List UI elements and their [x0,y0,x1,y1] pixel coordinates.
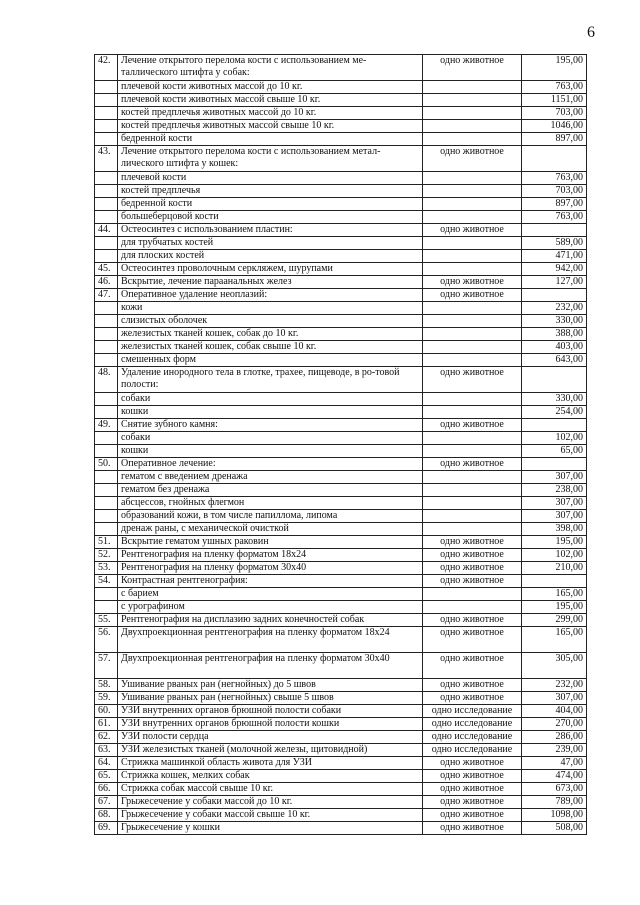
price-value: 195,00 [522,536,587,549]
table-row [95,120,587,133]
price-value: 165,00 [522,627,587,653]
service-name: собаки [118,393,423,406]
price-table [94,54,587,835]
table-row [95,146,587,172]
price-value: 1098,00 [522,809,587,822]
row-number: 47. [95,289,118,302]
service-name: бедренной кости [118,198,423,211]
row-number: 68. [95,809,118,822]
unit-of-measure: одно животное [423,549,522,562]
table-row [95,705,587,718]
unit-of-measure [423,328,522,341]
service-name: Рентгенография на дисплазию задних конечностей собак [118,614,423,627]
service-name: гематом с введением дренажа [118,471,423,484]
service-name: гематом без дренажа [118,484,423,497]
price-value: 942,00 [522,263,587,276]
service-name: абсцессов, гнойных флегмон [118,497,423,510]
service-name: Удаление инородного тела в глотке, трахее, пищеводе, в ро-товой полости: [118,367,423,393]
unit-of-measure [423,341,522,354]
table-row [95,536,587,549]
unit-of-measure: одно животное [423,562,522,575]
service-name: Снятие зубного камня: [118,419,423,432]
unit-of-measure [423,510,522,523]
table-row [95,614,587,627]
price-value: 330,00 [522,315,587,328]
table-row [95,562,587,575]
row-number: 53. [95,562,118,575]
row-number: 65. [95,770,118,783]
unit-of-measure [423,172,522,185]
service-name: Рентгенография на пленку форматом 30х40 [118,562,423,575]
row-number [95,250,118,263]
price-value: 210,00 [522,562,587,575]
row-number: 45. [95,263,118,276]
row-number [95,445,118,458]
service-name: с барием [118,588,423,601]
row-number [95,510,118,523]
unit-of-measure [423,185,522,198]
service-name: УЗИ внутренних органов брюшной полости кошки [118,718,423,731]
unit-of-measure: одно животное [423,575,522,588]
row-number [95,497,118,510]
table-row [95,510,587,523]
table-row [95,315,587,328]
row-number [95,393,118,406]
unit-of-measure [423,484,522,497]
price-value: 403,00 [522,341,587,354]
row-number [95,172,118,185]
row-number: 52. [95,549,118,562]
unit-of-measure: одно животное [423,146,522,172]
row-number: 48. [95,367,118,393]
unit-of-measure [423,601,522,614]
service-name: Стрижка машинкой область живота для УЗИ [118,757,423,770]
service-name: Вскрытие, лечение параанальных желез [118,276,423,289]
unit-of-measure: одно животное [423,627,522,653]
row-number [95,237,118,250]
service-name: Лечение открытого перелома кости с использованием ме-таллического штифта у собак: [118,55,423,81]
price-value: 239,00 [522,744,587,757]
row-number: 64. [95,757,118,770]
service-name: Ушивание рваных ран (негнойных) до 5 швов [118,679,423,692]
service-name: Стрижка кошек, мелких собак [118,770,423,783]
unit-of-measure [423,198,522,211]
row-number [95,198,118,211]
row-number: 57. [95,653,118,679]
price-value [522,146,587,172]
price-value: 65,00 [522,445,587,458]
table-row [95,55,587,81]
table-row [95,653,587,679]
unit-of-measure: одно животное [423,367,522,393]
service-name: плечевой кости животных массой до 10 кг. [118,81,423,94]
price-value: 1046,00 [522,120,587,133]
table-row [95,328,587,341]
service-name: Грыжесечение у собаки массой до 10 кг. [118,796,423,809]
unit-of-measure: одно животное [423,653,522,679]
unit-of-measure: одно животное [423,614,522,627]
price-value: 1151,00 [522,94,587,107]
row-number: 66. [95,783,118,796]
table-row [95,796,587,809]
table-row [95,744,587,757]
table-row [95,354,587,367]
service-name: Оперативное удаление неоплазий: [118,289,423,302]
price-value: 789,00 [522,796,587,809]
price-value: 102,00 [522,549,587,562]
service-name: Грыжесечение у кошки [118,822,423,835]
price-value: 703,00 [522,185,587,198]
unit-of-measure [423,107,522,120]
price-value: 102,00 [522,432,587,445]
table-row [95,133,587,146]
row-number [95,94,118,107]
price-value: 238,00 [522,484,587,497]
table-row [95,809,587,822]
unit-of-measure: одно животное [423,289,522,302]
table-row [95,406,587,419]
service-name: смешенных форм [118,354,423,367]
unit-of-measure [423,432,522,445]
unit-of-measure [423,237,522,250]
price-value: 307,00 [522,692,587,705]
row-number [95,328,118,341]
service-name: железистых тканей кошек, собак до 10 кг. [118,328,423,341]
price-value: 232,00 [522,679,587,692]
service-name: кошки [118,406,423,419]
row-number: 55. [95,614,118,627]
table-row [95,419,587,432]
service-name: костей предплечья [118,185,423,198]
row-number: 59. [95,692,118,705]
price-value: 643,00 [522,354,587,367]
table-row [95,458,587,471]
table-row [95,575,587,588]
row-number: 62. [95,731,118,744]
price-value: 286,00 [522,731,587,744]
row-number [95,107,118,120]
price-value: 307,00 [522,471,587,484]
table-row [95,224,587,237]
row-number: 42. [95,55,118,81]
price-value [522,224,587,237]
service-name: Остеосинтез с использованием пластин: [118,224,423,237]
service-name: большеберцовой кости [118,211,423,224]
service-name: Лечение открытого перелома кости с использованием метал-лического штифта у кошек: [118,146,423,172]
table-row [95,523,587,536]
unit-of-measure: одно животное [423,276,522,289]
row-number: 67. [95,796,118,809]
table-row [95,822,587,835]
service-name: Грыжесечение у собаки массой свыше 10 кг. [118,809,423,822]
row-number [95,406,118,419]
page-number: 6 [587,24,595,41]
table-row [95,497,587,510]
table-row [95,484,587,497]
price-value: 165,00 [522,588,587,601]
row-number: 69. [95,822,118,835]
price-value: 232,00 [522,302,587,315]
table-row [95,185,587,198]
table-row [95,107,587,120]
unit-of-measure [423,211,522,224]
table-row [95,341,587,354]
row-number [95,601,118,614]
price-value: 398,00 [522,523,587,536]
unit-of-measure: одно животное [423,809,522,822]
table-row [95,679,587,692]
table-row [95,94,587,107]
price-value: 307,00 [522,497,587,510]
unit-of-measure: одно животное [423,770,522,783]
price-value [522,289,587,302]
price-value: 763,00 [522,172,587,185]
row-number [95,588,118,601]
unit-of-measure [423,497,522,510]
unit-of-measure: одно животное [423,679,522,692]
price-value: 471,00 [522,250,587,263]
row-number [95,185,118,198]
row-number: 50. [95,458,118,471]
row-number: 49. [95,419,118,432]
table-row [95,302,587,315]
price-value: 195,00 [522,601,587,614]
table-row [95,731,587,744]
row-number: 61. [95,718,118,731]
row-number: 54. [95,575,118,588]
service-name: слизистых оболочек [118,315,423,328]
row-number [95,315,118,328]
service-name: Двухпроекционная рентгенография на пленку форматом 18х24 [118,627,423,653]
service-name: УЗИ железистых тканей (молочной железы, щитовидной) [118,744,423,757]
table-row [95,289,587,302]
table-row [95,172,587,185]
service-name: для трубчатых костей [118,237,423,250]
row-number [95,341,118,354]
unit-of-measure: одно животное [423,783,522,796]
service-name: Оперативное лечение: [118,458,423,471]
unit-of-measure: одно животное [423,55,522,81]
service-name: костей предплечья животных массой до 10 кг. [118,107,423,120]
service-name: Контрастная рентгенография: [118,575,423,588]
service-name: УЗИ внутренних органов брюшной полости собаки [118,705,423,718]
service-name: кошки [118,445,423,458]
price-value: 404,00 [522,705,587,718]
row-number [95,81,118,94]
unit-of-measure [423,406,522,419]
table-row [95,445,587,458]
row-number: 46. [95,276,118,289]
unit-of-measure: одно исследование [423,718,522,731]
row-number [95,211,118,224]
unit-of-measure: одно животное [423,458,522,471]
table-row [95,263,587,276]
price-value: 508,00 [522,822,587,835]
price-value: 897,00 [522,198,587,211]
table-row [95,471,587,484]
table-row [95,198,587,211]
unit-of-measure [423,523,522,536]
service-name: для плоских костей [118,250,423,263]
table-row [95,588,587,601]
unit-of-measure: одно животное [423,822,522,835]
table-row [95,211,587,224]
price-value: 330,00 [522,393,587,406]
service-name: собаки [118,432,423,445]
price-value [522,367,587,393]
row-number: 63. [95,744,118,757]
table-row [95,783,587,796]
unit-of-measure [423,250,522,263]
price-value: 47,00 [522,757,587,770]
unit-of-measure [423,263,522,276]
price-value [522,575,587,588]
unit-of-measure: одно исследование [423,744,522,757]
price-value: 703,00 [522,107,587,120]
service-name: Двухпроекционная рентгенография на пленку форматом 30х40 [118,653,423,679]
price-value [522,419,587,432]
unit-of-measure: одно животное [423,757,522,770]
price-value: 763,00 [522,211,587,224]
service-name: Остеосинтез проволочным серкляжем, шурупами [118,263,423,276]
unit-of-measure: одно исследование [423,731,522,744]
row-number: 44. [95,224,118,237]
service-name: плечевой кости [118,172,423,185]
row-number: 43. [95,146,118,172]
price-value: 195,00 [522,55,587,81]
unit-of-measure: одно животное [423,692,522,705]
unit-of-measure [423,354,522,367]
price-value: 388,00 [522,328,587,341]
price-value: 673,00 [522,783,587,796]
price-value: 474,00 [522,770,587,783]
row-number: 51. [95,536,118,549]
service-name: кожи [118,302,423,315]
price-value: 299,00 [522,614,587,627]
price-value [522,458,587,471]
row-number [95,523,118,536]
service-name: Ушивание рваных ран (негнойных) свыше 5 швов [118,692,423,705]
table-row [95,718,587,731]
table-row [95,81,587,94]
table-row [95,757,587,770]
unit-of-measure [423,588,522,601]
table-row [95,276,587,289]
service-name: дренаж раны, с механической очисткой [118,523,423,536]
price-value: 127,00 [522,276,587,289]
service-name: Стрижка собак массой свыше 10 кг. [118,783,423,796]
row-number: 56. [95,627,118,653]
table-row [95,250,587,263]
price-value: 307,00 [522,510,587,523]
service-name: с урографином [118,601,423,614]
unit-of-measure: одно животное [423,419,522,432]
unit-of-measure [423,393,522,406]
unit-of-measure: одно животное [423,796,522,809]
service-name: плечевой кости животных массой свыше 10 кг. [118,94,423,107]
service-name: УЗИ полости сердца [118,731,423,744]
price-value: 254,00 [522,406,587,419]
unit-of-measure [423,133,522,146]
service-name: Рентгенография на пленку форматом 18х24 [118,549,423,562]
unit-of-measure: одно исследование [423,705,522,718]
table-row [95,549,587,562]
table-row [95,393,587,406]
row-number [95,302,118,315]
row-number [95,484,118,497]
table-row [95,237,587,250]
unit-of-measure [423,81,522,94]
service-name: железистых тканей кошек, собак свыше 10 кг. [118,341,423,354]
unit-of-measure [423,94,522,107]
service-name: бедренной кости [118,133,423,146]
unit-of-measure [423,445,522,458]
row-number [95,133,118,146]
service-name: костей предплечья животных массой свыше 10 кг. [118,120,423,133]
price-value: 305,00 [522,653,587,679]
table-row [95,770,587,783]
price-value: 589,00 [522,237,587,250]
row-number [95,120,118,133]
row-number: 58. [95,679,118,692]
unit-of-measure: одно животное [423,536,522,549]
unit-of-measure: одно животное [423,224,522,237]
service-name: образований кожи, в том числе папиллома, липома [118,510,423,523]
unit-of-measure [423,302,522,315]
row-number [95,432,118,445]
service-name: Вскрытие гематом ушных раковин [118,536,423,549]
table-row [95,692,587,705]
table-row [95,432,587,445]
row-number: 60. [95,705,118,718]
price-value: 763,00 [522,81,587,94]
unit-of-measure [423,471,522,484]
price-value: 897,00 [522,133,587,146]
price-value: 270,00 [522,718,587,731]
table-row [95,627,587,653]
table-row [95,601,587,614]
row-number [95,354,118,367]
row-number [95,471,118,484]
unit-of-measure [423,120,522,133]
table-row [95,367,587,393]
unit-of-measure [423,315,522,328]
